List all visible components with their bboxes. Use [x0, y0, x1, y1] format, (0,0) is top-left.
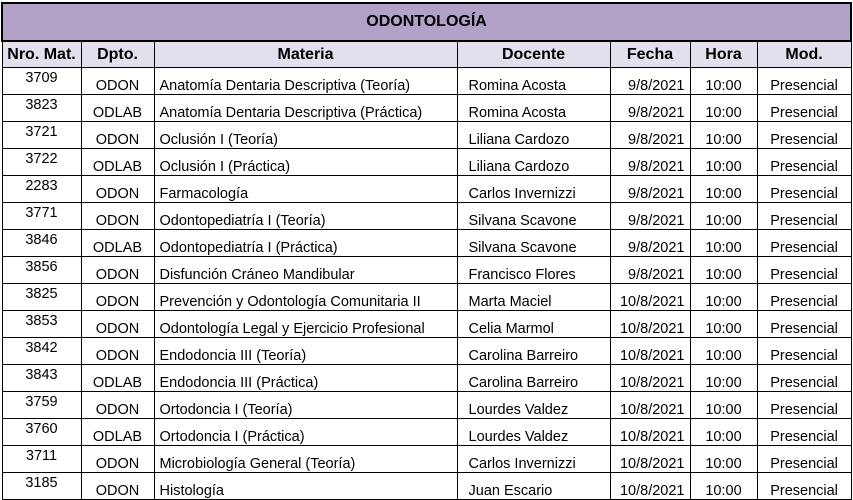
cell-fecha: 9/8/2021 — [610, 95, 690, 122]
cell-docente: Lourdes Valdez — [457, 419, 610, 446]
cell-materia: Ortodoncia I (Práctica) — [154, 419, 457, 446]
cell-hora: 10:00 — [690, 230, 757, 257]
header-row — [2, 41, 851, 68]
cell-nro-mat: 3843 — [2, 365, 81, 392]
cell-dpto: ODLAB — [81, 419, 154, 446]
cell-fecha: 10/8/2021 — [610, 392, 690, 419]
cell-docente: Juan Escario — [457, 473, 610, 500]
cell-materia: Odontopediatría I (Práctica) — [154, 230, 457, 257]
cell-docente: Carolina Barreiro — [457, 338, 610, 365]
cell-mod: Presencial — [757, 68, 851, 95]
cell-docente: Liliana Cardozo — [457, 149, 610, 176]
table-row — [2, 392, 851, 419]
cell-dpto: ODON — [81, 338, 154, 365]
cell-docente: Silvana Scavone — [457, 230, 610, 257]
cell-nro-mat: 3825 — [2, 284, 81, 311]
cell-materia: Odontología Legal y Ejercicio Profesional — [154, 311, 457, 338]
cell-fecha: 10/8/2021 — [610, 365, 690, 392]
cell-materia: Odontopediatría I (Teoría) — [154, 203, 457, 230]
cell-dpto: ODON — [81, 176, 154, 203]
cell-docente: Carlos Invernizzi — [457, 176, 610, 203]
cell-hora: 10:00 — [690, 365, 757, 392]
cell-nro-mat: 2283 — [2, 176, 81, 203]
cell-docente: Carolina Barreiro — [457, 365, 610, 392]
cell-materia: Endodoncia III (Práctica) — [154, 365, 457, 392]
cell-materia: Ortodoncia I (Teoría) — [154, 392, 457, 419]
cell-fecha: 10/8/2021 — [610, 284, 690, 311]
cell-fecha: 9/8/2021 — [610, 230, 690, 257]
table-row — [2, 203, 851, 230]
table-row — [2, 176, 851, 203]
cell-hora: 10:00 — [690, 149, 757, 176]
table-row — [2, 365, 851, 392]
cell-hora: 10:00 — [690, 68, 757, 95]
cell-fecha: 9/8/2021 — [610, 176, 690, 203]
cell-dpto: ODON — [81, 311, 154, 338]
cell-fecha: 9/8/2021 — [610, 257, 690, 284]
cell-materia: Oclusión I (Práctica) — [154, 149, 457, 176]
table-row — [2, 446, 851, 473]
cell-hora: 10:00 — [690, 311, 757, 338]
cell-dpto: ODON — [81, 68, 154, 95]
column-header-fecha: Fecha — [610, 41, 690, 68]
cell-mod: Presencial — [757, 338, 851, 365]
cell-docente: Celia Marmol — [457, 311, 610, 338]
cell-dpto: ODON — [81, 392, 154, 419]
cell-mod: Presencial — [757, 122, 851, 149]
cell-nro-mat: 3709 — [2, 68, 81, 95]
schedule-sheet — [1, 2, 850, 500]
cell-hora: 10:00 — [690, 419, 757, 446]
cell-hora: 10:00 — [690, 176, 757, 203]
cell-dpto: ODLAB — [81, 365, 154, 392]
cell-dpto: ODON — [81, 257, 154, 284]
cell-dpto: ODLAB — [81, 95, 154, 122]
cell-materia: Histología — [154, 473, 457, 500]
cell-hora: 10:00 — [690, 284, 757, 311]
cell-mod: Presencial — [757, 149, 851, 176]
cell-nro-mat: 3759 — [2, 392, 81, 419]
table-row — [2, 230, 851, 257]
cell-nro-mat: 3760 — [2, 419, 81, 446]
cell-fecha: 10/8/2021 — [610, 311, 690, 338]
cell-dpto: ODLAB — [81, 149, 154, 176]
cell-hora: 10:00 — [690, 203, 757, 230]
table-row — [2, 95, 851, 122]
cell-fecha: 9/8/2021 — [610, 203, 690, 230]
column-header-docente: Docente — [457, 41, 610, 68]
cell-docente: Francisco Flores — [457, 257, 610, 284]
exam-schedule-table — [1, 2, 852, 500]
cell-mod: Presencial — [757, 473, 851, 500]
cell-fecha: 9/8/2021 — [610, 122, 690, 149]
cell-mod: Presencial — [757, 230, 851, 257]
column-header-materia: Materia — [154, 41, 457, 68]
cell-nro-mat: 3721 — [2, 122, 81, 149]
table-row — [2, 122, 851, 149]
table-row — [2, 338, 851, 365]
table-row — [2, 257, 851, 284]
cell-materia: Anatomía Dentaria Descriptiva (Práctica) — [154, 95, 457, 122]
cell-dpto: ODON — [81, 473, 154, 500]
cell-dpto: ODON — [81, 284, 154, 311]
cell-nro-mat: 3846 — [2, 230, 81, 257]
cell-docente: Carlos Invernizzi — [457, 446, 610, 473]
cell-materia: Prevención y Odontología Comunitaria II — [154, 284, 457, 311]
cell-docente: Romina Acosta — [457, 95, 610, 122]
cell-hora: 10:00 — [690, 95, 757, 122]
cell-nro-mat: 3823 — [2, 95, 81, 122]
cell-hora: 10:00 — [690, 257, 757, 284]
title-row — [2, 3, 851, 41]
cell-hora: 10:00 — [690, 446, 757, 473]
cell-mod: Presencial — [757, 419, 851, 446]
cell-dpto: ODON — [81, 446, 154, 473]
cell-mod: Presencial — [757, 95, 851, 122]
cell-fecha: 10/8/2021 — [610, 419, 690, 446]
table-title: ODONTOLOGÍA — [2, 3, 851, 41]
cell-mod: Presencial — [757, 365, 851, 392]
cell-mod: Presencial — [757, 311, 851, 338]
cell-hora: 10:00 — [690, 392, 757, 419]
cell-fecha: 10/8/2021 — [610, 338, 690, 365]
cell-nro-mat: 3711 — [2, 446, 81, 473]
cell-fecha: 10/8/2021 — [610, 473, 690, 500]
table-row — [2, 284, 851, 311]
table-row — [2, 473, 851, 500]
cell-hora: 10:00 — [690, 338, 757, 365]
cell-nro-mat: 3853 — [2, 311, 81, 338]
cell-materia: Endodoncia III (Teoría) — [154, 338, 457, 365]
cell-nro-mat: 3842 — [2, 338, 81, 365]
cell-docente: Romina Acosta — [457, 68, 610, 95]
cell-mod: Presencial — [757, 392, 851, 419]
cell-docente: Silvana Scavone — [457, 203, 610, 230]
cell-mod: Presencial — [757, 284, 851, 311]
cell-nro-mat: 3722 — [2, 149, 81, 176]
cell-mod: Presencial — [757, 176, 851, 203]
cell-mod: Presencial — [757, 203, 851, 230]
cell-nro-mat: 3185 — [2, 473, 81, 500]
cell-nro-mat: 3771 — [2, 203, 81, 230]
cell-materia: Oclusión I (Teoría) — [154, 122, 457, 149]
cell-materia: Farmacología — [154, 176, 457, 203]
cell-hora: 10:00 — [690, 473, 757, 500]
table-row — [2, 311, 851, 338]
cell-fecha: 10/8/2021 — [610, 446, 690, 473]
cell-docente: Liliana Cardozo — [457, 122, 610, 149]
table-row — [2, 68, 851, 95]
cell-dpto: ODON — [81, 203, 154, 230]
table-row — [2, 419, 851, 446]
table-row — [2, 149, 851, 176]
column-header-mod: Mod. — [757, 41, 851, 68]
cell-mod: Presencial — [757, 257, 851, 284]
cell-docente: Marta Maciel — [457, 284, 610, 311]
cell-hora: 10:00 — [690, 122, 757, 149]
cell-docente: Lourdes Valdez — [457, 392, 610, 419]
cell-materia: Microbiología General (Teoría) — [154, 446, 457, 473]
column-header-nro-mat: Nro. Mat. — [2, 41, 81, 68]
column-header-dpto: Dpto. — [81, 41, 154, 68]
cell-nro-mat: 3856 — [2, 257, 81, 284]
cell-materia: Anatomía Dentaria Descriptiva (Teoría) — [154, 68, 457, 95]
column-header-hora: Hora — [690, 41, 757, 68]
cell-materia: Disfunción Cráneo Mandibular — [154, 257, 457, 284]
cell-fecha: 9/8/2021 — [610, 68, 690, 95]
cell-dpto: ODON — [81, 122, 154, 149]
cell-fecha: 9/8/2021 — [610, 149, 690, 176]
cell-dpto: ODLAB — [81, 230, 154, 257]
cell-mod: Presencial — [757, 446, 851, 473]
